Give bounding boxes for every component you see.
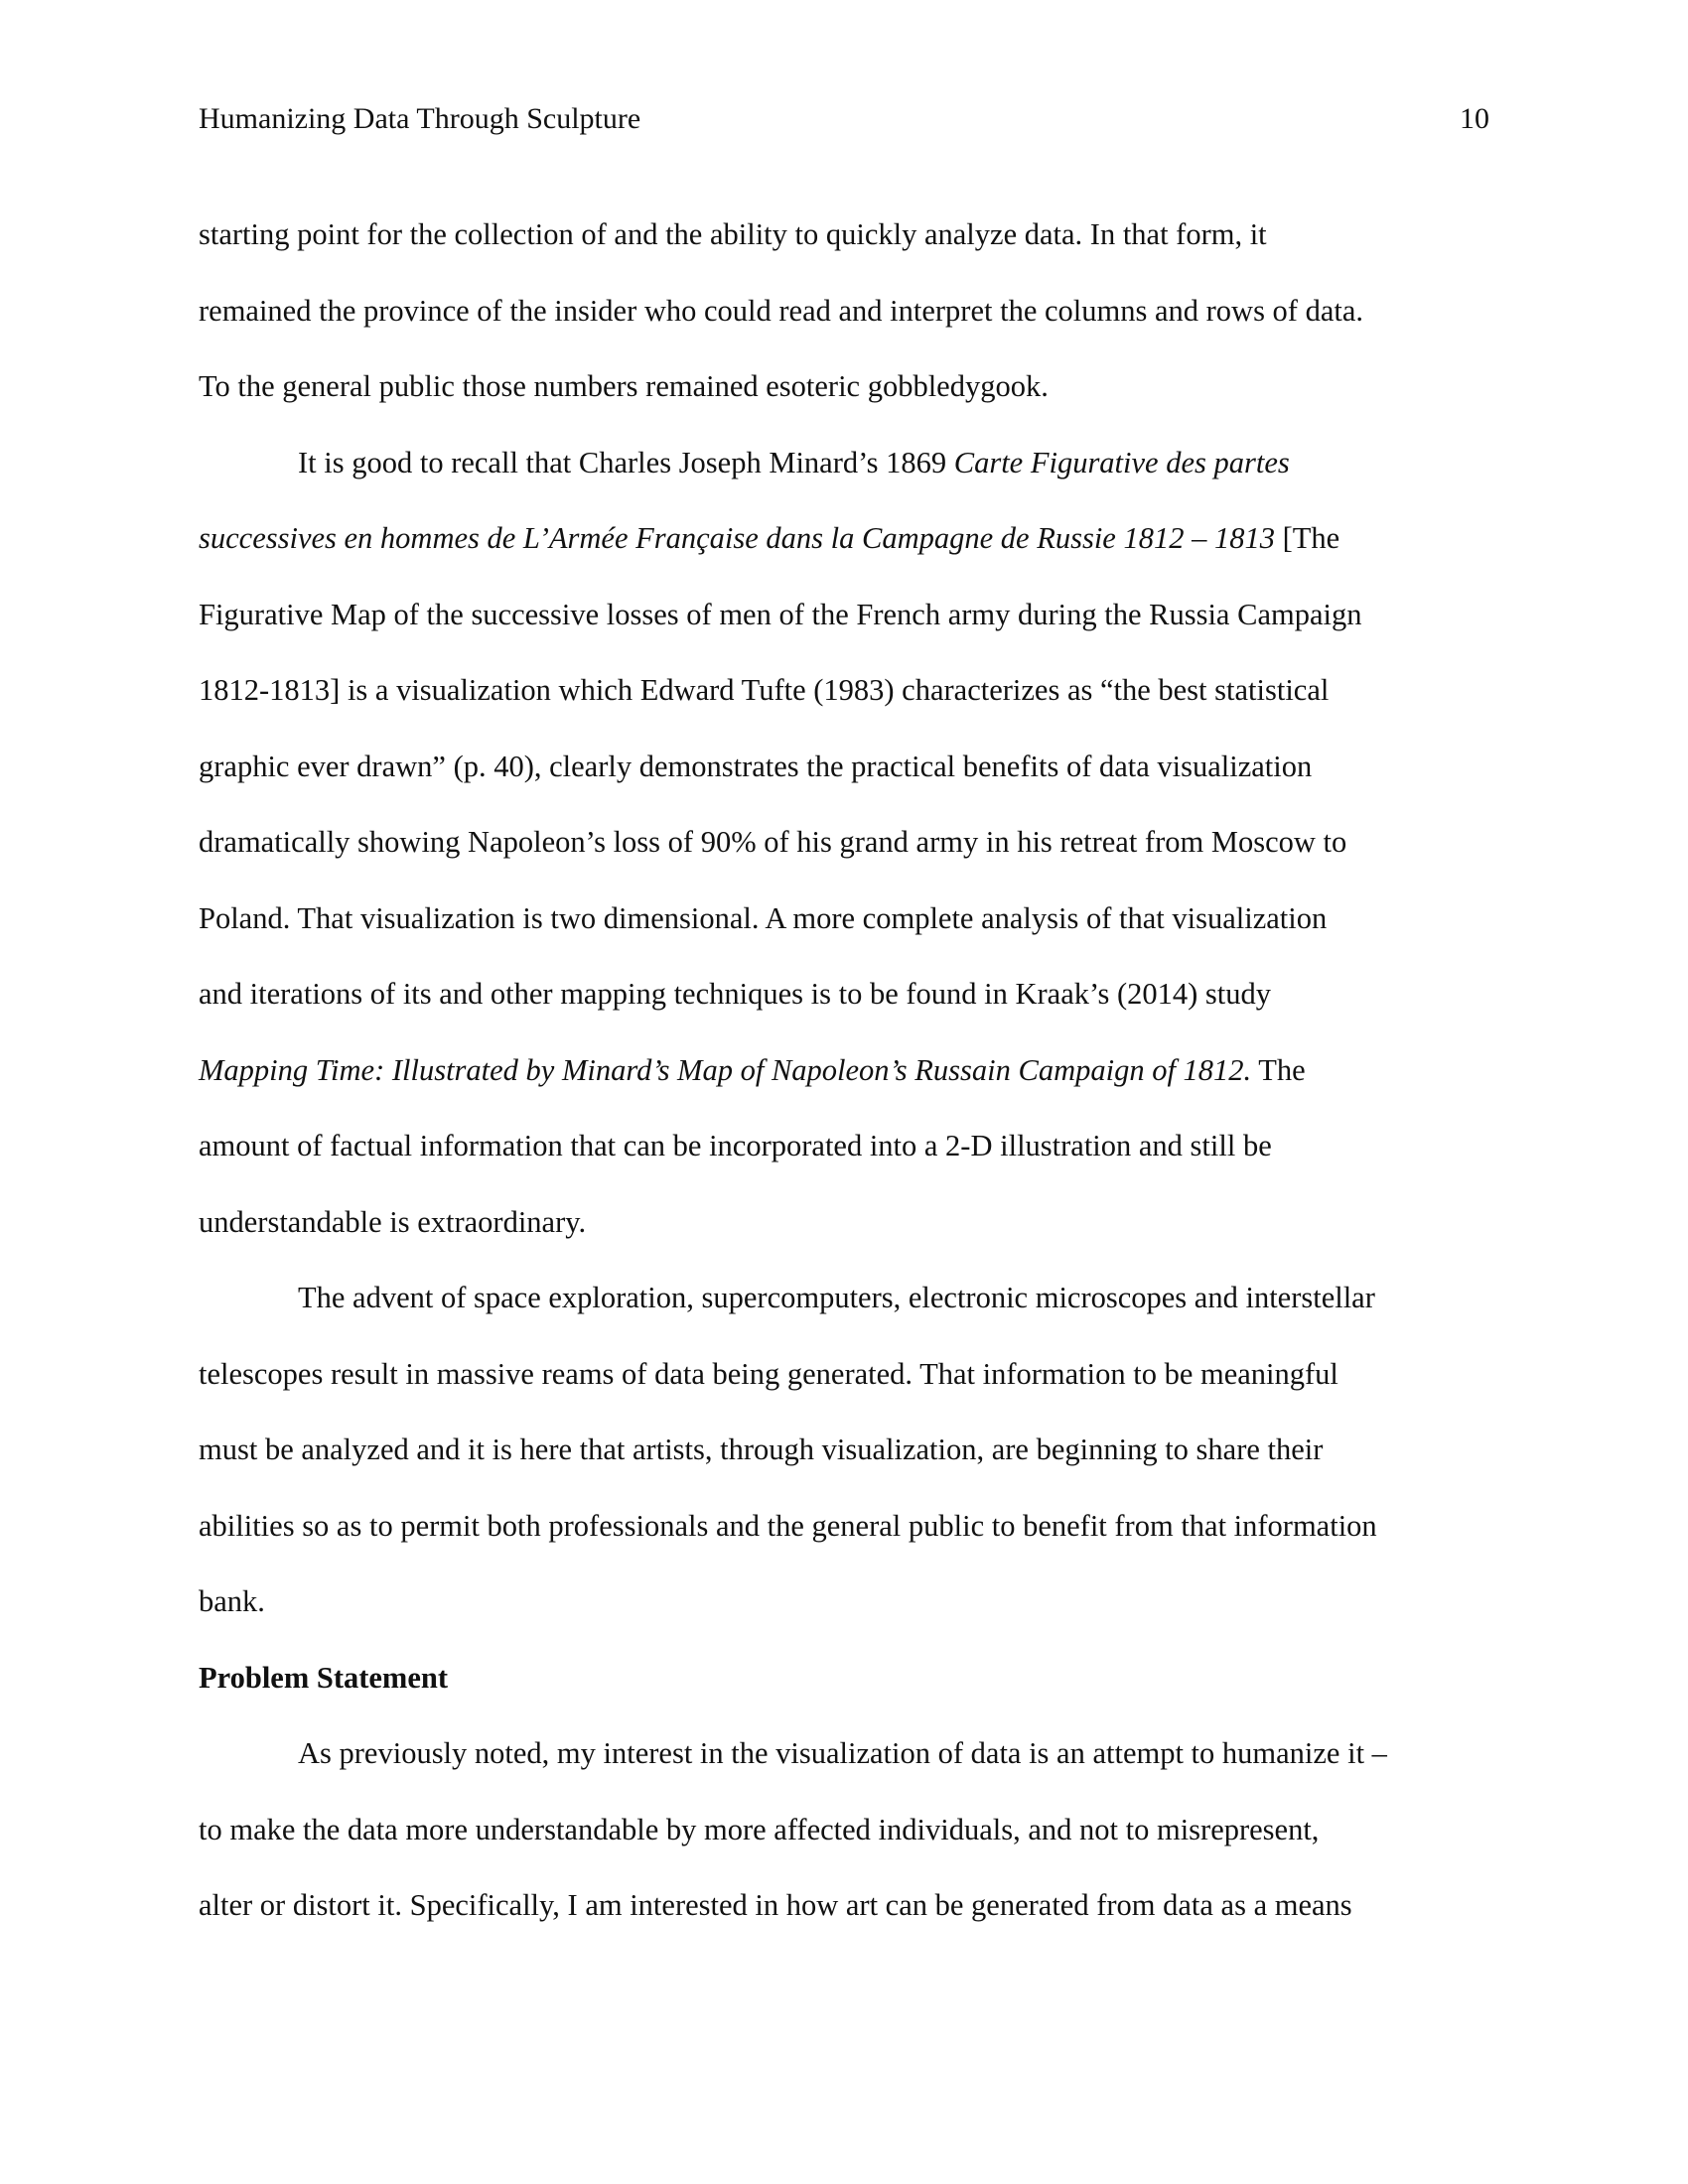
text-line: Poland. That visualization is two dimensional. A more complete analysis of that visualization	[199, 900, 1328, 935]
text-line: must be analyzed and it is here that artists, through visualization, are beginning to share their	[199, 1433, 1324, 1466]
paragraph-start-line	[199, 425, 1491, 501]
italic-title-span: successives en hommes de L’Armée Française dans la Campagne de Russie 1812 – 1813	[199, 521, 1275, 555]
text-line: abilities so as to permit both professionals and the general public to benefit from that information	[199, 1508, 1377, 1543]
paragraph-start-line: As previously noted, my interest in the visualization of data is an attempt to humanize it –	[298, 1736, 1387, 1770]
text-line	[199, 1032, 1491, 1109]
text-line: dramatically showing Napoleon’s loss of 90% of his grand army in his retreat from Moscow to	[199, 825, 1347, 859]
text-line: and iterations of its and other mapping techniques is to be found in Kraak’s (2014) study	[199, 977, 1271, 1011]
italic-title-span: Carte Figurative des partes	[953, 445, 1290, 479]
text-line: to make the data more understandable by more affected individuals, and not to misrepresent,	[199, 1812, 1320, 1846]
paragraph-start-line: The advent of space exploration, supercomputers, electronic microscopes and interstellar	[298, 1281, 1375, 1314]
text-line: understandable is extraordinary.	[199, 1204, 587, 1239]
italic-title-span: Mapping Time: Illustrated by Minard’s Map of Napoleon’s Russain Campaign of 1812.	[199, 1052, 1252, 1087]
text-line: To the general public those numbers remained esoteric gobbledygook.	[199, 369, 1049, 403]
text-span: It is good to recall that Charles Joseph Minard’s 1869	[298, 445, 954, 479]
text-line: telescopes result in massive reams of data being generated. That information to be meaningful	[199, 1356, 1338, 1391]
text-span: [The	[1274, 521, 1340, 555]
text-line: amount of factual information that can be incorporated into a 2-D illustration and still be	[199, 1129, 1272, 1162]
text-line: Figurative Map of the successive losses of men of the French army during the Russia Campaign	[199, 597, 1362, 631]
text-line: starting point for the collection of and the ability to quickly analyze data. In that form, it	[199, 217, 1267, 251]
page-number: 10	[1460, 102, 1489, 135]
body-text	[199, 197, 1491, 1944]
section-heading: Problem Statement	[199, 1660, 448, 1695]
text-line: 1812-1813] is a visualization which Edward Tufte (1983) characterizes as “the best statistical	[199, 673, 1330, 707]
text-line	[199, 500, 1491, 577]
text-line: graphic ever drawn” (p. 40), clearly demonstrates the practical benefits of data visualization	[199, 749, 1313, 783]
running-head: Humanizing Data Through Sculpture	[199, 102, 641, 135]
text-span: The	[1251, 1052, 1306, 1087]
text-line: remained the province of the insider who could read and interpret the columns and rows of data.	[199, 293, 1364, 328]
text-line: alter or distort it. Specifically, I am interested in how art can be generated from data as a means	[199, 1888, 1352, 1922]
text-line: bank.	[199, 1584, 265, 1618]
